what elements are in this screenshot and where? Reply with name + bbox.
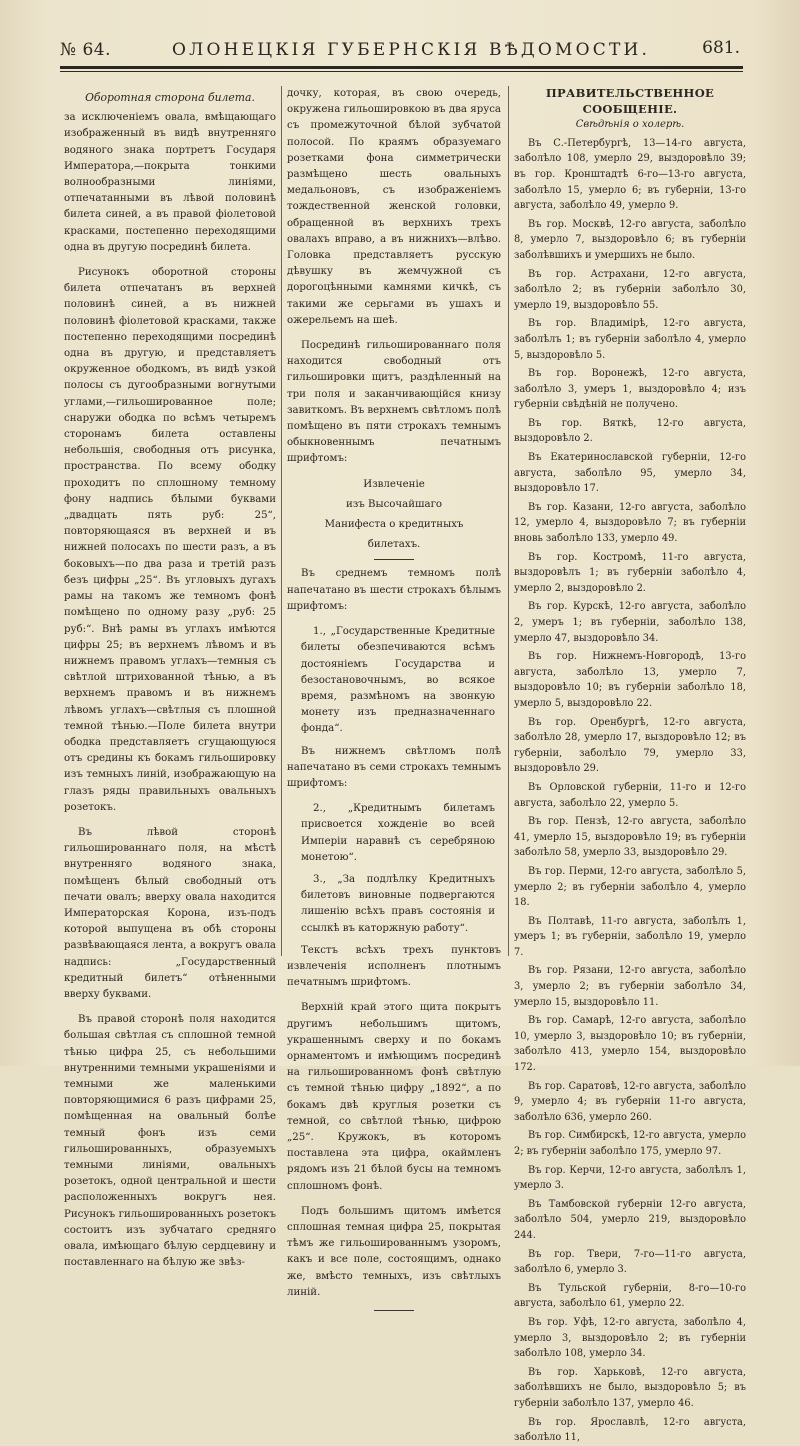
report-entry: Въ гор. Казани, 12-го августа, заболѣло 12, умерло 4, выздоровѣло 7; въ губерніи вновь заболѣло 133, умерло 49. bbox=[514, 501, 746, 545]
paragraph: Верхній край этого щита покрытъ другимъ небольшимъ щитомъ, украшеннымъ сверху и по бокамъ орнаментомъ и имѣющимъ посрединѣ на гильошированномъ фонѣ свѣтлую съ темной тѣнью цифру „1892“, а по бокамъ двѣ круглыя розетки съ темной, со свѣтлой тѣнью, цифрою „25“. Кружокъ, въ которомъ поставлена эта цифра, окаймленъ рядомъ изъ 21 бѣлой бусы на темномъ сплошномъ фонѣ. bbox=[287, 1002, 501, 1192]
paragraph: Рисунокъ оборотной стороны билета отпечатанъ въ верхней половинѣ синей, а въ нижней половинѣ фіолетовой красками, также постепенно переходящими посрединѣ одна въ другую, и представляетъ окруженное ободкомъ, въ видѣ узкой полосы съ дугообразными вогнутыми углами,—гильошированное поле; снаружи ободка по всѣмъ четыремъ сторонамъ билета оставлены небольшія, свободныя отъ рисунка, пространства. По всему ободку проходитъ по сплошному темному фону надпись бѣлыми буквами „двадцать пять руб: 25“, повторяющаяся въ верхней и въ нижней полосахъ по шести разъ, а въ боковыхъ—по два раза и третій разъ безъ цифры „25“. Въ угловыхъ дугахъ рамы на такомъ же темномъ фонѣ помѣщено по одному разу „руб: 25 руб:“. Внѣ рамы въ углахъ имѣются цифры 25; въ верхнемъ лѣвомъ и въ нижнемъ правомъ углахъ—темныя съ свѣтлой штрихованной тѣнью, а въ верхнемъ правомъ и въ нижнемъ лѣвомъ углахъ—свѣтлыя съ плошной темной тѣнью.—Поле билета внутри ободка представляетъ сгущающуюся отъ средины къ бокамъ гильошировку изъ темныхъ линій, изображающую на глазъ ряды правильныхъ овальныхъ розетокъ. bbox=[64, 267, 276, 813]
extract-heading: билетахъ. bbox=[367, 539, 421, 551]
report-entry: Въ гор. Самарѣ, 12-го августа, заболѣло 10, умерло 3, выздоровѣло 10; въ губерніи, заболѣло 413, умерло 154, выздоровѣло 172. bbox=[514, 1015, 746, 1074]
paragraph: Въ среднемъ темномъ полѣ напечатано въ шести строкахъ бѣлымъ шрифтомъ: bbox=[287, 568, 501, 612]
report-entry: Въ гор. Перми, 12-го августа, заболѣло 5, умерло 2; въ губерніи заболѣло 4, умерло 18. bbox=[514, 865, 746, 909]
paragraph: Текстъ всѣхъ трехъ пунктовъ извлеченія исполненъ плотнымъ печатнымъ шрифтомъ. bbox=[287, 944, 501, 989]
paragraph: за исключеніемъ овала, вмѣщающаго изображенный въ видѣ внутренняго водяного знака портретъ Государя Императора,—покрыта тонкими волнообразными линіями, отпечатанными въ лѣвой половинѣ билета синей, а въ правой фіолетовой красками, постепенно переходящими одна въ другую посрединѣ билета. bbox=[64, 112, 276, 253]
report-entry: Въ Тамбовской губерніи 12-го августа, заболѣло 504, умерло 219, выздоровѣло 244. bbox=[514, 1198, 746, 1241]
paragraph: Въ правой сторонѣ поля находится большая свѣтлая съ сплошной темной тѣнью цифра 25, съ небольшими внутренними темными украшеніями и темными же маленькими повторяющимися 6 разъ цифрами 25, помѣщенная на овальный болѣе темный фонъ изъ семи гильошированныхъ, образуемыхъ темными линіями, овальныхъ розетокъ, одной центральной и шести расположенныхъ вокругъ нея. Рисунокъ гильошированныхъ розетокъ состоитъ изъ зубчатаго средняго овала, имѣющаго бѣлую сердцевину и поставленнаго на бѣлую же звѣз- bbox=[64, 1014, 276, 1269]
cholera-report-list bbox=[514, 136, 746, 1446]
column-2 bbox=[287, 86, 501, 1298]
report-entry: Въ Орловской губерніи, 11-го и 12-го августа, заболѣло 22, умерло 5. bbox=[514, 781, 746, 809]
report-entry: Въ гор. Вяткѣ, 12-го августа, выздоровѣло 2. bbox=[514, 417, 746, 445]
report-entry: Въ гор. Керчи, 12-го августа, заболѣлъ 1, умерло 3. bbox=[514, 1164, 746, 1192]
column-divider bbox=[281, 86, 282, 956]
short-divider bbox=[374, 559, 414, 560]
paragraph: Посрединѣ гильошированнаго поля находится свободный отъ гильошировки щитъ, раздѣленный на три поля и заканчивающійся книзу завиткомъ. Въ верхнемъ свѣтломъ полѣ помѣщено въ пяти строкахъ темнымъ обыкновеннымъ печатнымъ шрифтомъ: bbox=[287, 340, 501, 465]
report-entry: Въ гор. Курскѣ, 12-го августа, заболѣло 2, умеръ 1; въ губерніи, заболѣло 138, умерло 47, выздоровѣло 34. bbox=[514, 601, 746, 644]
extract-heading: Извлеченіе bbox=[363, 478, 425, 490]
report-entry: Въ гор. Оренбургѣ, 12-го августа, заболѣло 28, умерло 17, выздоровѣло 12; въ губерніи, заболѣло 79, умерло 33, выздоровѣло 29. bbox=[514, 716, 746, 775]
section-subtitle: Свѣдѣнія о холерѣ. bbox=[575, 119, 685, 131]
report-entry: Въ Полтавѣ, 11-го августа, заболѣлъ 1, умеръ 1; въ губерніи, заболѣло 19, умерло 7. bbox=[514, 915, 746, 958]
paragraph: Подъ большимъ щитомъ имѣется сплошная темная цифра 25, покрытая тѣмъ же гильошированнымъ узоромъ, какъ и все поле, состоящимъ, однако же, вмѣсто темныхъ, изъ свѣтлыхъ линій. bbox=[287, 1205, 501, 1298]
page-number: 681. bbox=[702, 38, 740, 58]
short-divider bbox=[374, 1310, 414, 1311]
paragraph: Въ нижнемъ свѣтломъ полѣ напечатано въ семи строкахъ темнымъ шрифтомъ: bbox=[287, 745, 501, 789]
report-entry: Въ Тульской губерніи, 8-го—10-го августа, заболѣло 61, умерло 22. bbox=[514, 1282, 746, 1310]
report-entry: Въ гор. Симбирскѣ, 12-го августа, умерло 2; въ губерніи заболѣло 175, умерло 97. bbox=[514, 1130, 746, 1157]
report-entry: Въ гор. Ярославлѣ, 12-го августа, заболѣло 11, bbox=[514, 1416, 746, 1444]
report-entry: Въ гор. Харьковѣ, 12-го августа, заболѣвшихъ не было, выздоровѣло 5; въ губерніи заболѣло 137, умерло 46. bbox=[514, 1366, 746, 1409]
section-title: ПРАВИТЕЛЬСТВЕННОЕ СООБЩЕНІЕ. bbox=[545, 86, 715, 116]
report-entry: Въ гор. Владимірѣ, 12-го августа, заболѣлъ 1; въ губерніи заболѣло 4, умерло 5, выздоровѣло 5. bbox=[514, 318, 746, 361]
column-divider bbox=[508, 86, 509, 956]
report-entry: Въ гор. Пензѣ, 12-го августа, заболѣло 41, умерло 15, выздоровѣло 19; въ губерніи заболѣло 58, умерло 33, выздоровѣло 29. bbox=[514, 816, 746, 859]
section-subheading: Оборотная сторона билета. bbox=[85, 91, 255, 104]
report-entry: Въ Екатеринославской губерніи, 12-го августа, заболѣло 95, умерло 34, выздоровѣло 17. bbox=[514, 452, 746, 495]
report-entry: Въ гор. Саратовѣ, 12-го августа, заболѣло 9, умерло 4; въ губерніи 11-го августа, заболѣло 636, умерло 260. bbox=[514, 1080, 746, 1123]
column-3 bbox=[514, 86, 746, 1444]
newspaper-title: ОЛОНЕЦКІЯ ГУБЕРНСКІЯ ВѢДОМОСТИ. bbox=[172, 40, 651, 60]
report-entry: Въ гор. Астрахани, 12-го августа, заболѣло 2; въ губерніи заболѣло 30, умерло 19, выздоровѣло 55. bbox=[514, 268, 746, 311]
extract-heading: изъ Высочайшаго bbox=[345, 498, 443, 510]
header-rule-thick bbox=[60, 66, 743, 69]
report-entry: Въ гор. Москвѣ, 12-го августа, заболѣло 8, умерло 7, выздоровѣло 6; въ губерніи заболѣвшихъ и умершихъ не было. bbox=[514, 218, 746, 261]
report-entry: Въ гор. Костромѣ, 11-го августа, выздоровѣлъ 1; въ губерніи заболѣло 4, умерло 2, выздоровѣло 2. bbox=[514, 551, 746, 594]
report-entry: Въ гор. Уфѣ, 12-го августа, заболѣло 4, умерло 3, выздоровѣло 2; въ губерніи заболѣло 108, умерло 34. bbox=[514, 1316, 746, 1360]
manifesto-item: 1., „Государственные Кредитные билеты обезпечиваются всѣмъ достояніемъ Государства и безостановочнымъ, во всякое время, размѣномъ на звонкую монету изъ предназначеннаго фонда“. bbox=[301, 626, 495, 735]
paragraph: дочку, которая, въ свою очередь, окружена гильошировкою въ два яруса съ промежуточной бѣлой зубчатой полосой. По краямъ образуемаго розетками фона симметрически размѣщено шесть овальныхъ медальоновъ, съ изображеніемъ тождественной женской головки, обращенной въ верхнихъ трехъ овалахъ вправо, а въ нижнихъ—влѣво. Головка представляетъ русскую дѣвушку въ жемчужной съ дорогоцѣнными камнями кичкѣ, съ такими же серьгами въ ушахъ и ожерельемъ на шеѣ. bbox=[287, 88, 501, 326]
column-1 bbox=[64, 86, 276, 1269]
issue-number: № 64. bbox=[60, 40, 112, 60]
manifesto-item: 3., „За подлѣлку Кредитныхъ билетовъ виновные подвергаются лишенію всѣхъ правъ состоянія и ссылкѣ въ каторжную работу“. bbox=[301, 873, 495, 934]
extract-heading: Манифеста о кредитныхъ bbox=[324, 519, 464, 531]
report-entry: Въ гор. Рязани, 12-го августа, заболѣло 3, умерло 2; въ губерніи заболѣло 34, умерло 15, выздоровѣло 11. bbox=[514, 965, 746, 1008]
paragraph: Въ лѣвой сторонѣ гильошированнаго поля, на мѣстѣ внутренняго водяного знака, помѣщенъ бѣлый свободный отъ печати овалъ; вверху овала находится Императорская Корона, изъ-подъ которой выпущена въ обѣ стороны развѣвающаяся лента, а вокругъ овала надпись: „Государственный кредитный билетъ“ отѣненными вверху буквами. bbox=[64, 826, 276, 1000]
manifesto-item: 2., „Кредитнымъ билетамъ присвоется хожденіе во всей Имперіи наравнѣ съ серебряною монетою“. bbox=[301, 803, 495, 863]
report-entry: Въ гор. Воронежѣ, 12-го августа, заболѣло 3, умеръ 1, выздоровѣло 4; изъ губерніи свѣдѣній не получено. bbox=[514, 368, 746, 411]
page-header bbox=[60, 36, 740, 70]
header-rule-thin bbox=[60, 71, 743, 72]
report-entry: Въ гор. Нижнемъ-Новгородѣ, 13-го августа, заболѣло 13, умерло 7, выздоровѣло 10; въ губерніи заболѣло 18, умерло 5, выздоровѣло 22. bbox=[514, 651, 746, 709]
report-entry: Въ С.-Петербургѣ, 13—14-го августа, заболѣло 108, умерло 29, выздоровѣло 39; въ гор. Кронштадтѣ 6-го—13-го августа, заболѣло 15, умерло 6; въ губерніи, 13-го августа, заболѣло 49, умерло 9. bbox=[514, 137, 746, 212]
report-entry: Въ гор. Твери, 7-го—11-го августа, заболѣло 6, умерло 3. bbox=[514, 1248, 746, 1276]
